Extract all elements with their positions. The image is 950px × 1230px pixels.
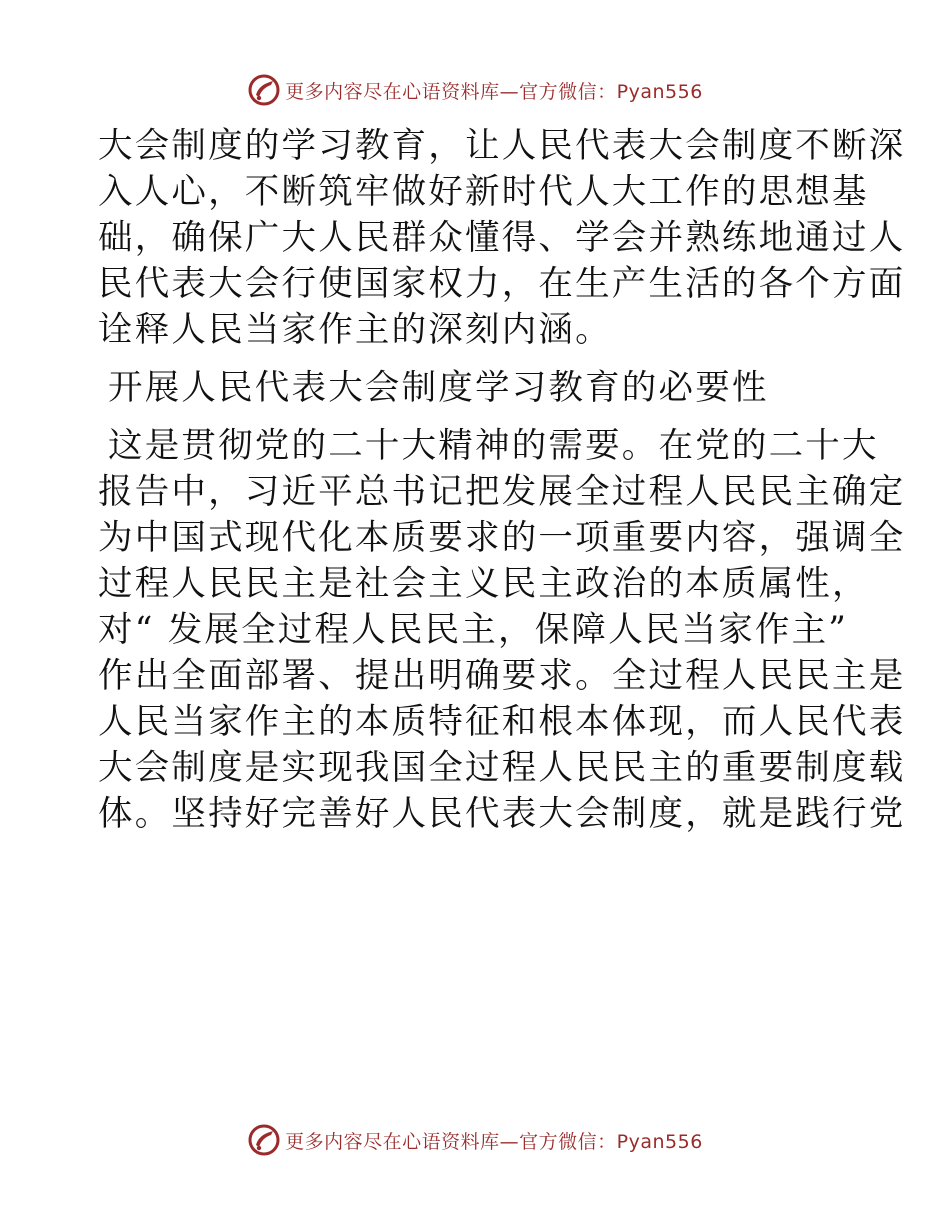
banner-text: 更多内容尽在心语资料库—官方微信：Pyan556 [285,80,703,103]
text-line: 民代表大会行使国家权力，在生产生活的各个方面 [98,264,906,304]
text-line: 体。坚持好完善好人民代表大会制度，就是践行党 [98,794,906,834]
footer-banner [0,1120,950,1160]
text-line: 大会制度的学习教育，让人民代表大会制度不断深 [98,126,906,166]
text-line: 报告中，习近平总书记把发展全过程人民民主确定 [98,472,906,512]
section-heading: 开展人民代表大会制度学习教育的必要性 [108,368,769,408]
text-line: 作出全面部署、提出明确要求。全过程人民民主是 [98,656,906,696]
document-body [98,123,906,837]
text-line: 为中国式现代化本质要求的一项重要内容，强调全 [98,518,906,558]
text-line: 过程人民民主是社会主义民主政治的本质属性， [98,564,869,604]
text-line: 诠释人民当家作主的深刻内涵。 [98,310,612,350]
text-line: 人民当家作主的本质特征和根本体现，而人民代表 [98,702,906,742]
paragraph-2 [98,423,906,837]
text-line: 这是贯彻党的二十大精神的需要。在党的二十大 [108,426,879,466]
brand-logo-icon [247,73,281,107]
text-line: 础，确保广大人民群众懂得、学会并熟练地通过人 [98,218,906,258]
paragraph-1 [98,123,906,353]
header-banner [0,70,950,110]
brand-logo-icon [247,1123,281,1157]
text-line: 入人心，不断筑牢做好新时代人大工作的思想基 [98,172,869,212]
banner-text: 更多内容尽在心语资料库—官方微信：Pyan556 [285,1130,703,1153]
text-line: 对“ 发展全过程人民民主，保障人民当家作主” [98,610,849,650]
text-line: 大会制度是实现我国全过程人民民主的重要制度载 [98,748,906,788]
